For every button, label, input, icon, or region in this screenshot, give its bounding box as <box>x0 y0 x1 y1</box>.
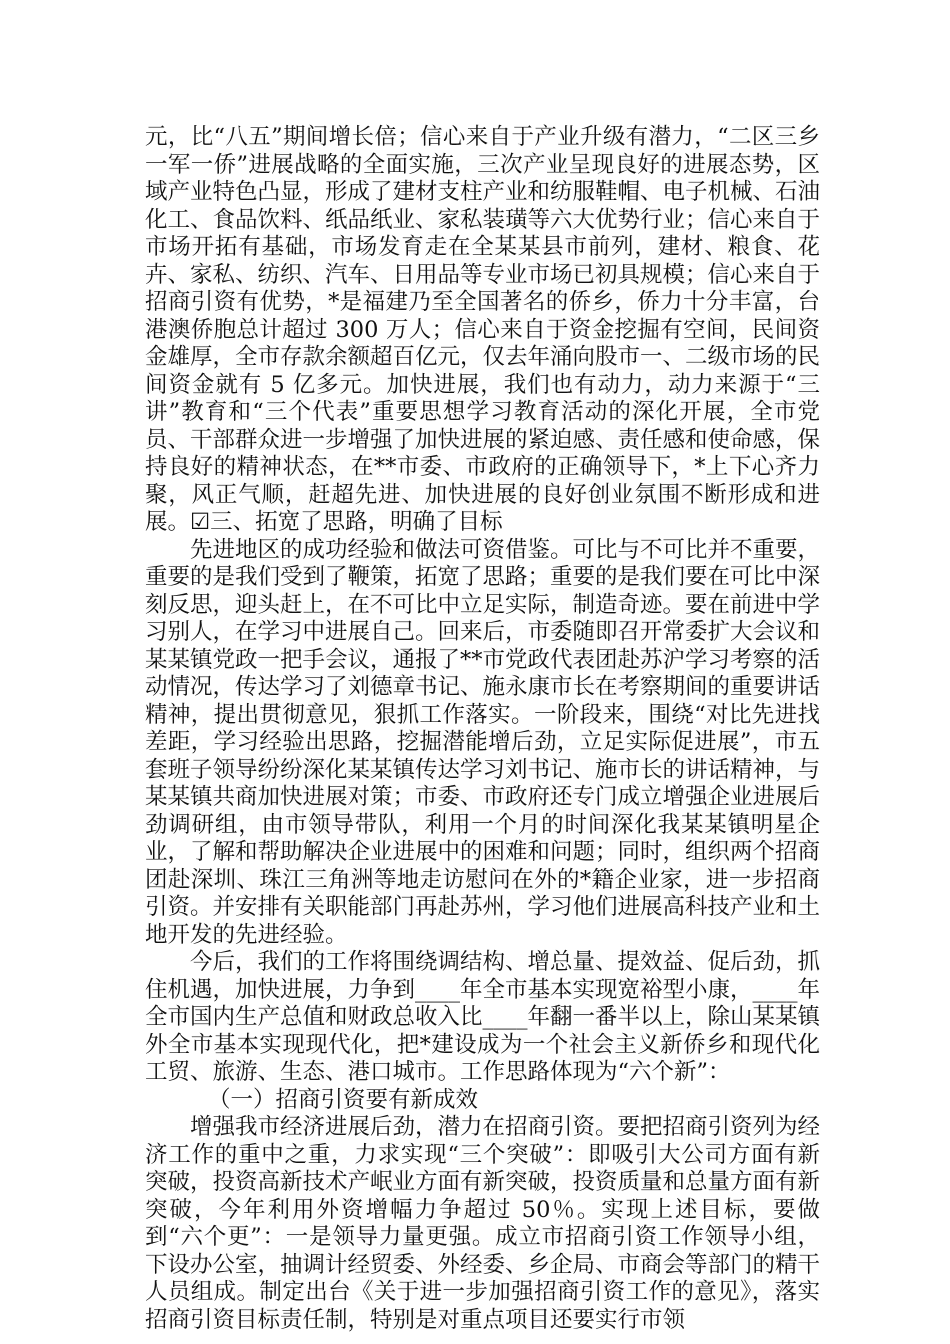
paragraph-4: 增强我市经济进展后劲，潜力在招商引资。要把招商引资列为经济工作的重中之重，力求实现“三个突破”：即吸引大公司方面有新突破，投资高新技术产岷业方面有新突破，投资质量和总量方面有新突破，今年利用外资增幅力争超过 50％。实现上述目标，要做到“六个更”：一是领导力量更强。成立市招商引资工作领导小组，下设办公室，抽调计经贸委、外经委、乡企局、市商会等部门的精干人员组成。制定出台《关于进一步加强招商引资工作的意见》，落实招商引资目标责任制，特别是对重点项目还要实行市领 <box>145 1114 821 1333</box>
paragraph-3: 今后，我们的工作将围绕调结构、增总量、提效益、促后劲，抓住机遇，加快进展，力争到____年全市基本实现宽裕型小康，____年全市国内生产总值和财政总收入比____年翻一番半以上，除山某某镇外全市基本实现现代化，把*建设成为一个社会主义新侨乡和现代化工贸、旅游、生态、港口城市。工作思路体现为“六个新”： <box>145 949 821 1085</box>
document-page <box>145 124 820 1334</box>
paragraph-1: 元，比“八五”期间增长倍；信心来自于产业升级有潜力，“二区三乡一军一侨”进展战略的全面实施，三次产业呈现良好的进展态势，区域产业特色凸显，形成了建材支柱产业和纺服鞋帽、电子机械、石油化工、食品饮料、纸品纸业、家私装璜等六大优势行业；信心来自于市场开拓有基础，市场发育走在全某某县市前列，建材、粮食、花卉、家私、纺织、汽车、日用品等专业市场已初具规模；信心来自于招商引资有优势，*是福建乃至全国著名的侨乡，侨力十分丰富，台港澳侨胞总计超过 300 万人；信心来自于资金挖掘有空间，民间资金雄厚，全市存款余额超百亿元，仅去年涌向股市一、二级市场的民间资金就有 5 亿多元。加快进展，我们也有动力，动力来源于“三讲”教育和“三个代表”重要思想学习教育活动的深化开展，全市党员、干部群众进一步增强了加快进展的紧迫感、责任感和使命感，保持良好的精神状态，在**市委、市政府的正确领导下，*上下心齐力聚，风正气顺，赶超先进、加快进展的良好创业氛围不断形成和进展。☑三、拓宽了思路，明确了目标 <box>145 124 821 535</box>
section-heading: （一）招商引资要有新成效 <box>208 1086 479 1113</box>
paragraph-2: 先进地区的成功经验和做法可资借鉴。可比与不可比并不重要，重要的是我们受到了鞭策，拓宽了思路；重要的是我们要在可比中深刻反思，迎头赶上，在不可比中立足实际，制造奇迹。要在前进中学习别人，在学习中进展自己。回来后，市委随即召开常委扩大会议和某某镇党政一把手会议，通报了**市党政代表团赴苏沪学习考察的活动情况，传达学习了刘德章书记、施永康市长在考察期间的重要讲话精神，提出贯彻意见，狠抓工作落实。一阶段来，围绕“对比先进找差距，学习经验出思路，挖掘潜能增后劲，立足实际促进展”，市五套班子领导纷纷深化某某镇传达学习刘书记、施市长的讲话精神，与某某镇共商加快进展对策；市委、市政府还专门成立增强企业进展后劲调研组，由市领导带队，利用一个月的时间深化我某某镇明星企业，了解和帮助解决企业进展中的困难和问题；同时，组织两个招商团赴深圳、珠江三角洲等地走访慰问在外的*籍企业家，进一步招商引资。并安排有关职能部门再赴苏州，学习他们进展高科技产业和土地开发的先进经验。 <box>145 536 821 948</box>
